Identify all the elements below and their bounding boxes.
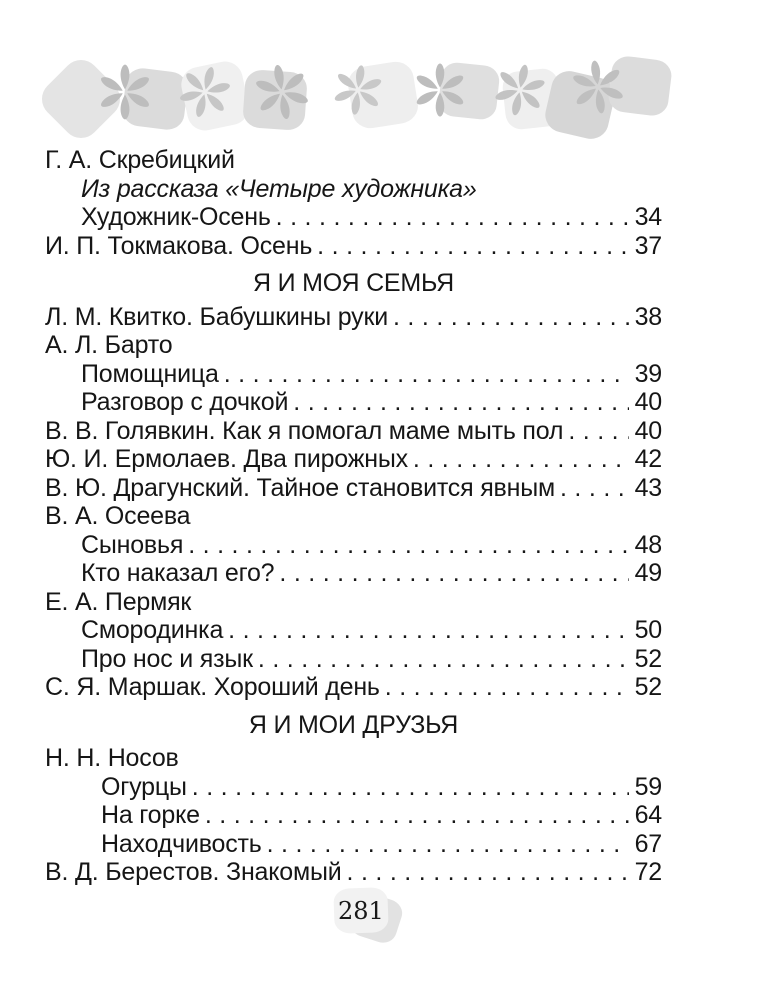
toc-entry-title: В. В. Голявкин. Как я помогал маме мыть пол [45,416,564,445]
toc-entry-page-number: 43 [634,473,662,502]
six-petal-flower-icon [483,53,557,127]
toc-entry [45,445,662,474]
toc-entry-page-number: 37 [634,231,662,260]
toc-entry [45,588,662,617]
toc-entry [45,360,662,389]
page-number-badge [333,887,389,934]
dot-leader [262,830,629,859]
toc-entry-page-number: 40 [634,416,662,445]
toc-entry-title: На горке [101,801,200,829]
toc-entry-page-number: 34 [634,203,662,231]
dot-leader [183,531,629,560]
six-petal-flower-icon [408,58,472,122]
dot-leader [555,474,629,503]
dot-leader [200,801,629,830]
dot-leader [219,360,629,389]
toc-entry-page-number: 48 [634,530,662,559]
toc-entry-title: Помощница [81,359,219,388]
toc-entry [45,146,662,175]
dot-leader [388,303,629,332]
toc-entry [45,858,662,887]
toc-entry-title: Ю. И. Ермолаев. Два пирожных [45,445,408,473]
toc-entry-title: Смородинка [81,616,224,644]
six-petal-flower-icon [92,59,158,125]
toc-entry-title: Про нос и язык [81,644,253,673]
section-heading: Я И МОЯ СЕМЬЯ [253,269,454,297]
toc-entry [45,616,662,645]
toc-entry-title: Художник-Осень [81,203,271,231]
dot-leader [312,232,629,261]
toc-entry-page-number: 39 [634,359,662,388]
dot-leader [288,388,629,417]
toc-entry-page-number: 49 [634,559,662,587]
six-petal-flower-icon [562,51,634,123]
toc-entry-title: Л. М. Квитко. Бабушкины руки [45,302,388,331]
toc-entry-title: Кто наказал его? [81,559,275,587]
six-petal-flower-icon [324,56,392,124]
toc-entry-title: И. П. Токмакова. Осень [45,231,313,260]
toc-entry-title: Находчивость [101,829,262,858]
toc-entry-title: С. Я. Маршак. Хороший день [45,673,380,701]
toc-entry-title: В. Ю. Драгунский. Тайное становится явным [45,473,555,502]
toc-entry [45,502,662,531]
toc-entry-title: Разговор с дочкой [81,388,289,416]
dot-leader [380,673,629,702]
toc-entry-page-number: 38 [634,302,662,331]
toc-entry-page-number: 67 [634,829,662,858]
toc-entry-page-number: 52 [634,673,662,701]
toc-entry-title: Е. А. Пермяк [45,587,192,616]
toc-entry [45,773,662,802]
dot-leader [253,645,629,674]
toc-entry [45,203,662,232]
toc-entry [45,531,662,560]
toc-entry-title: Г. А. Скребицкий [45,146,235,174]
table-of-contents [45,146,662,887]
toc-entry [45,417,662,446]
toc-entry [45,474,662,503]
toc-entry-title: Сыновья [81,530,184,559]
toc-entry-page-number: 64 [634,801,662,829]
header-ornament [0,0,768,150]
toc-entry-title: В. А. Осеева [45,502,191,530]
dot-leader [342,858,629,887]
toc-entry [45,303,662,332]
toc-entry-page-number: 42 [634,445,662,473]
toc-entry-title: Н. Н. Носов [45,744,179,772]
toc-entry-page-number: 59 [634,772,662,801]
toc-entry [45,232,662,261]
dot-leader [187,773,629,802]
toc-entry-page-number: 52 [634,644,662,673]
toc-entry [45,331,662,360]
dot-leader [274,559,629,588]
toc-entry-page-number: 40 [634,388,662,416]
dot-leader [223,616,629,645]
section-heading: Я И МОИ ДРУЗЬЯ [248,710,459,739]
toc-entry [45,388,662,417]
toc-entry-title: А. Л. Барто [45,331,173,359]
toc-entry-title: Из рассказа «Четыре художника» [81,174,477,203]
toc-entry-title: Огурцы [101,772,187,801]
dot-leader [408,445,629,474]
toc-entry-page-number: 72 [634,858,662,886]
toc-entry [45,744,662,773]
dot-leader [271,203,629,232]
toc-entry [45,175,662,204]
toc-entry [45,673,662,702]
dot-leader [563,417,629,446]
toc-entry [45,645,662,674]
six-petal-flower-icon [244,54,320,130]
toc-entry [45,830,662,859]
toc-entry [45,559,662,588]
page-number: 281 [338,896,384,925]
toc-entry-page-number: 50 [634,616,662,644]
toc-entry [45,801,662,830]
toc-entry-title: В. Д. Берестов. Знакомый [45,858,342,886]
